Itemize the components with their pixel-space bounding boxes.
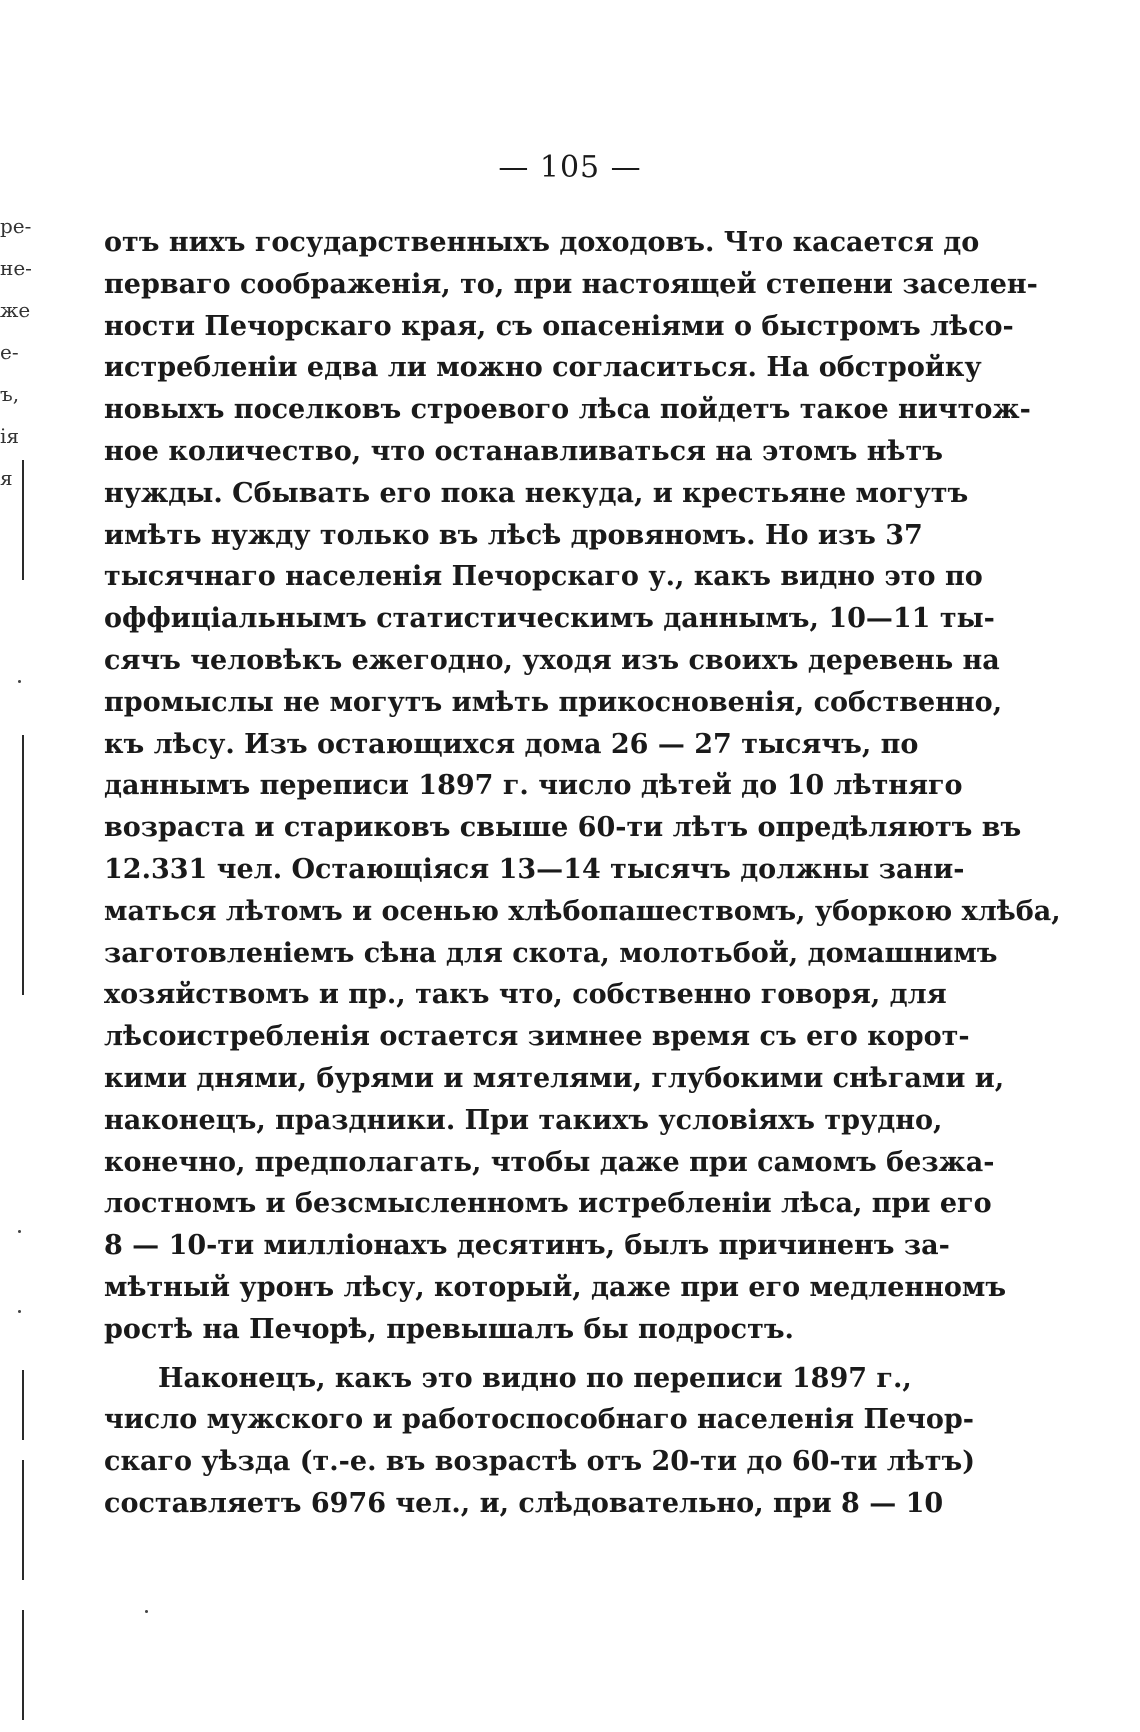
- margin-dot: [18, 1310, 21, 1313]
- text-line: сячъ человѣкъ ежегодно, уходя изъ своихъ деревень на: [104, 644, 1000, 676]
- body-text: [104, 222, 1061, 1525]
- margin-fragment: же: [0, 298, 31, 322]
- margin-dot: [145, 1610, 148, 1613]
- text-line: скаго уѣзда (т.-е. въ возрастѣ отъ 20-ти до 60-ти лѣтъ): [104, 1446, 976, 1478]
- text-line: наконецъ, праздники. При такихъ условіяхъ трудно,: [104, 1104, 943, 1136]
- margin-fragment: не-: [0, 256, 32, 280]
- text-line: 8 — 10-ти милліонахъ десятинъ, былъ причиненъ за-: [104, 1230, 950, 1262]
- text-line: имѣть нужду только въ лѣсѣ дровяномъ. Но изъ 37: [104, 519, 923, 551]
- margin-rule: [22, 735, 24, 995]
- text-line: ростѣ на Печорѣ, превышалъ бы подростъ.: [104, 1313, 794, 1345]
- margin-fragment: я: [0, 466, 13, 490]
- text-line: заготовленіемъ сѣна для скота, молотьбой, домашнимъ: [104, 937, 998, 969]
- text-line: оффиціальнымъ статистическимъ даннымъ, 10—11 ты-: [104, 603, 995, 635]
- page-number: — 105 —: [498, 150, 642, 185]
- text-line: промыслы не могутъ имѣть прикосновенія, собственно,: [104, 686, 1003, 718]
- text-line: лѣсоистребленія остается зимнее время съ его корот-: [104, 1021, 970, 1053]
- margin-fragment: ія: [0, 424, 20, 448]
- text-line: ное количество, что останавливаться на этомъ нѣтъ: [104, 435, 943, 467]
- text-line: новыхъ поселковъ строевого лѣса пойдетъ такое ничтож-: [104, 394, 1031, 426]
- text-line: перваго соображенія, то, при настоящей степени заселен-: [104, 268, 1038, 300]
- text-line: конечно, предполагать, чтобы даже при самомъ безжа-: [104, 1146, 995, 1178]
- margin-dot: [18, 680, 21, 683]
- margin-bleed: [0, 205, 60, 499]
- text-line: истребленіи едва ли можно согласиться. На обстройку: [104, 352, 982, 384]
- text-line: возраста и стариковъ свыше 60-ти лѣтъ опредѣляютъ въ: [104, 812, 1022, 844]
- text-line: къ лѣсу. Изъ остающихся дома 26 — 27 тысячъ, по: [104, 728, 919, 760]
- margin-fragment: ъ,: [0, 382, 20, 406]
- text-line: нужды. Сбывать его пока некуда, и крестьяне могутъ: [104, 477, 969, 509]
- text-line: число мужского и работоспособнаго населенія Печор-: [104, 1404, 974, 1436]
- text-line: тысячнаго населенія Печорскаго у., какъ видно это по: [104, 561, 983, 593]
- text-line: маться лѣтомъ и осенью хлѣбопашествомъ, уборкою хлѣба,: [104, 895, 1061, 927]
- margin-dot: [18, 1230, 21, 1233]
- margin-rule: [22, 1610, 24, 1720]
- margin-fragment: ре-: [0, 214, 32, 238]
- text-line: даннымъ переписи 1897 г. число дѣтей до 10 лѣтняго: [104, 770, 963, 802]
- text-line: 12.331 чел. Остающіяся 13—14 тысячъ должны зани-: [104, 853, 965, 885]
- text-line: ности Печорскаго края, съ опасеніями о быстромъ лѣсо-: [104, 310, 1014, 342]
- margin-rule: [22, 460, 24, 580]
- text-line: мѣтный уронъ лѣсу, который, даже при его медленномъ: [104, 1271, 1007, 1303]
- text-line: лостномъ и безсмысленномъ истребленіи лѣса, при его: [104, 1188, 992, 1220]
- text-line: Наконецъ, какъ это видно по переписи 1897 г.,: [158, 1362, 912, 1394]
- margin-rule: [22, 1460, 24, 1580]
- text-line: хозяйствомъ и пр., такъ что, собственно говоря, для: [104, 979, 947, 1011]
- margin-rule: [22, 1370, 24, 1440]
- text-line: кими днями, бурями и мятелями, глубокими снѣгами и,: [104, 1062, 1005, 1094]
- text-line: отъ нихъ государственныхъ доходовъ. Что касается до: [104, 227, 980, 258]
- margin-fragment: е-: [0, 340, 19, 364]
- text-line: составляетъ 6976 чел., и, слѣдовательно, при 8 — 10: [104, 1487, 944, 1519]
